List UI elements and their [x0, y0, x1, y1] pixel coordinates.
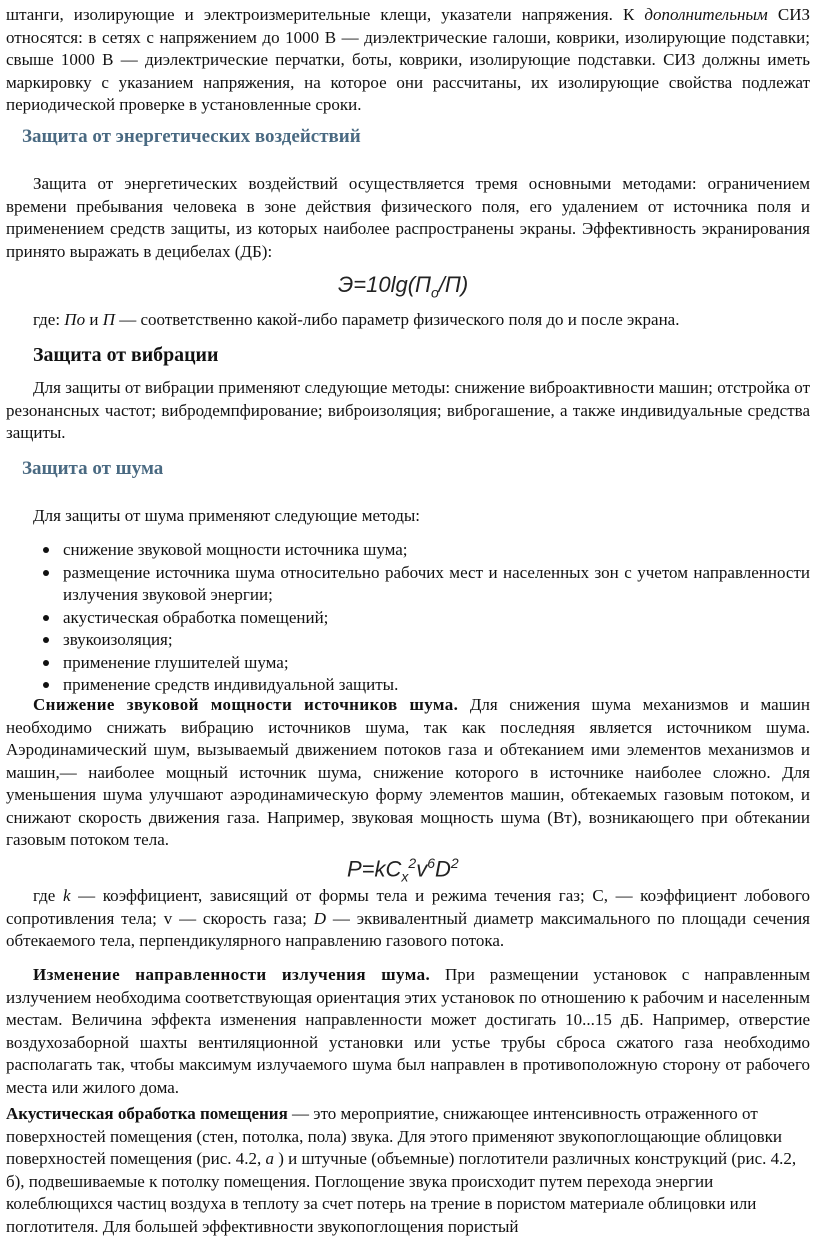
- formula-sound-power: [347, 852, 459, 888]
- formula-superscript: 2: [408, 855, 417, 871]
- list-item: размещение источника шума относительно рабочих мест и населенных зон с учетом направленности излучения звуковой энергии;: [6, 562, 810, 607]
- text-span: штанги, изолирующие и электроизмерительные клещи, указатели напряжения. К: [6, 5, 645, 24]
- text-span: — это мероприятие, снижающее интенсивность отраженного от поверхностей помещения (стен, потолка, пола) звука. Для этого применяют звукопоглощающие облицовки поверхностей помещения (рис. 4.2,: [6, 1104, 782, 1168]
- paragraph-energy-intro: Защита от энергетических воздействий осуществляется тремя основными методами: ограничением времени пребывания человека в зоне действия физического поля, его удалением от источника поля и применением средств защиты, из которых наиболее распространены экраны. Эффективность экранирования принято выражать в децибелах (ДБ):: [6, 174, 810, 261]
- text-span: ) и штучные (объемные) поглотители различных конструкций (рис. 4.2, б), подвешиваемые к потолку помещения. Поглощение звука происходит путем перехода энергии колеблющихся частиц воздуха в теплоту за счет потерь на трение в пористом материале облицовки или поглотителя. Для большей эффективности звукопоглощения пористый: [6, 1149, 797, 1236]
- paragraph-directivity: [6, 964, 810, 1099]
- text-span: — эквивалентный диаметр максимального по площади сечения обтекаемого тела, перпендикулярного направлению газового потока.: [6, 908, 810, 950]
- formula-part: Э=10lg(П: [338, 272, 431, 297]
- text-span: — соответственно какой-либо параметр физического поля до и после экрана.: [114, 310, 680, 329]
- symbol-k: k: [62, 886, 71, 905]
- formula-shielding-efficiency: [338, 274, 468, 304]
- symbol-d: D: [313, 908, 327, 928]
- text-span: и: [85, 310, 103, 329]
- text-span: где:: [33, 310, 65, 329]
- symbol-p: П: [102, 310, 115, 329]
- heading-noise-protection: Защита от шума: [22, 458, 164, 479]
- heading-energy-protection: Защита от энергетических воздействий: [22, 126, 361, 147]
- figure-ref-a: а: [265, 1149, 274, 1168]
- formula-part: v: [416, 856, 428, 882]
- text-span: Для снижения шума механизмов и машин необходимо снижать вибрацию источников шума, так как последняя является источником шума. Аэродинамический шум, вызываемый движением потоков газа и обтеканием ими элементов механизмов и машин,— наиболее мощный источник шума, снижение которого в источнике наиболее сложно. Для уменьшения шума улучшают аэродинамическую форму элементов машин, обтекаемых газовым потоком, и снижают скорость движения газа. Например, звуковая мощность шума (Вт), возникающего при обтекании газовым потоком тела.: [6, 695, 811, 849]
- paragraph-siz: [6, 4, 810, 117]
- list-item: снижение звуковой мощности источника шума;: [6, 539, 810, 562]
- noise-methods-list: [6, 539, 810, 697]
- list-item: применение средств индивидуальной защиты.: [6, 674, 810, 697]
- list-item: применение глушителей шума;: [6, 652, 810, 675]
- italic-term: дополнительным: [644, 5, 768, 24]
- paragraph-noise-intro: Для защиты от шума применяют следующие методы:: [33, 506, 421, 525]
- paragraph-power-reduction: [6, 694, 810, 852]
- list-item: звукоизоляция;: [6, 629, 810, 652]
- paragraph-formula-where: [6, 309, 810, 332]
- formula-superscript: 2: [450, 855, 459, 871]
- formula-subscript: x: [401, 868, 409, 885]
- paragraph-acoustic-treatment: [6, 1103, 810, 1238]
- formula-part: D: [435, 856, 451, 882]
- formula-subscript: о: [430, 284, 439, 301]
- paragraph-lead: Изменение направленности излучения шума.: [33, 965, 431, 984]
- paragraph-lead: Снижение звуковой мощности источников шума.: [33, 695, 459, 714]
- text-span: где: [33, 886, 63, 905]
- paragraph-vibration: Для защиты от вибрации применяют следующие методы: снижение виброактивности машин; отстройка от резонансных частот; вибродемпфирование; виброизоляция; виброгашение, а также индивидуальные средства защиты.: [6, 378, 810, 442]
- text-span: СИЗ относятся: в сетях с напряжением до 1000 В — диэлектрические галоши, коврики, изолирующие подставки; свыше 1000 В — диэлектрические перчатки, боты, коврики, изолирующие подставки. СИЗ должны иметь маркировку с указанием напряжения, на которое они рассчитаны, их изолирующие свойства подлежат периодической проверке в установленные сроки.: [6, 5, 810, 114]
- paragraph-lead: Акустическая обработка помещения: [6, 1104, 288, 1123]
- text-span: — коэффициент, зависящий от формы тела и режима течения газ; С, — коэффициент лобового сопротивления тела; v — скорость газа;: [6, 886, 810, 928]
- formula-superscript: 6: [427, 855, 436, 871]
- formula-part: /П): [438, 272, 469, 297]
- symbol-p0: По: [64, 310, 86, 329]
- formula-part: P=kC: [347, 856, 402, 882]
- text-span: При размещении установок с направленным излучением необходима соответствующая ориентация этих установок по отношению к рабочим и населенным местам. Величина эффекта изменения направленности может достигать 10...15 дБ. Например, отверстие воздухозаборной шахты вентиляционной установки или устье трубы сброса сжатого газа необходимо располагать так, чтобы максимум излучаемого шума был направлен в противоположную сторону от рабочего места или жилого дома.: [6, 965, 810, 1097]
- list-item: акустическая обработка помещений;: [6, 607, 810, 630]
- paragraph-formula2-where: [6, 885, 810, 953]
- heading-vibration-protection: Защита от вибрации: [33, 344, 219, 366]
